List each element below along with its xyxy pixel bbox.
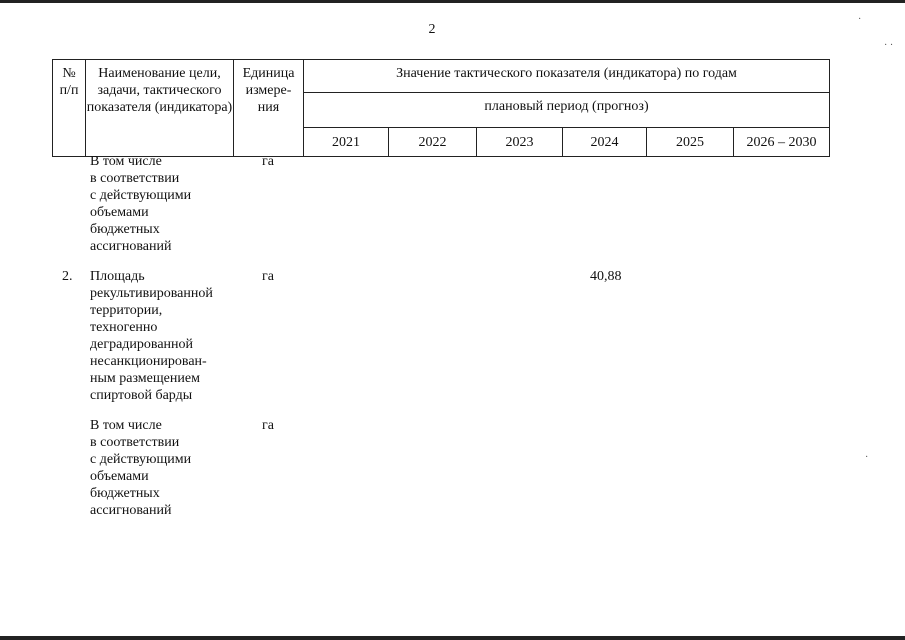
- header-col-number: № п/п: [53, 60, 86, 157]
- row-3-unit: га: [262, 418, 274, 433]
- page-bottom-border: [0, 636, 905, 640]
- header-year-2023: 2023: [477, 128, 563, 157]
- page-number: 2: [428, 22, 436, 37]
- header-year-2021: 2021: [304, 128, 389, 157]
- header-col-values: Значение тактического показателя (индикатора) по годам: [304, 60, 830, 93]
- row-2-name: Площадь рекультивированной территории, техногенно деградированной несанкционирован- ным размещением спиртовой барды: [90, 269, 213, 403]
- row-1-unit: га: [262, 154, 274, 169]
- scan-speck: ·: [858, 14, 862, 25]
- scan-speck: ·: [865, 452, 869, 463]
- header-table: [52, 59, 830, 157]
- header-col-name: Наименование цели, задачи, тактического показателя (индикатора): [86, 60, 234, 157]
- row-3-name: В том числе в соответствии с действующими объемами бюджетных ассигнований: [90, 418, 192, 518]
- header-col-period: плановый период (прогноз): [304, 93, 830, 128]
- header-year-2025: 2025: [647, 128, 734, 157]
- header-year-2022: 2022: [389, 128, 477, 157]
- row-1-name: В том числе в соответствии с действующими объемами бюджетных ассигнований: [90, 154, 192, 254]
- header-col-unit: Единица измере- ния: [234, 60, 304, 157]
- row-2-unit: га: [262, 269, 274, 284]
- row-2-number: 2.: [62, 269, 73, 284]
- page-top-border: [0, 0, 905, 3]
- row-2-value-2024: 40,88: [590, 269, 622, 284]
- scan-speck: · ·: [884, 40, 894, 51]
- header-year-2026-2030: 2026 – 2030: [734, 128, 830, 157]
- header-year-2024: 2024: [563, 128, 647, 157]
